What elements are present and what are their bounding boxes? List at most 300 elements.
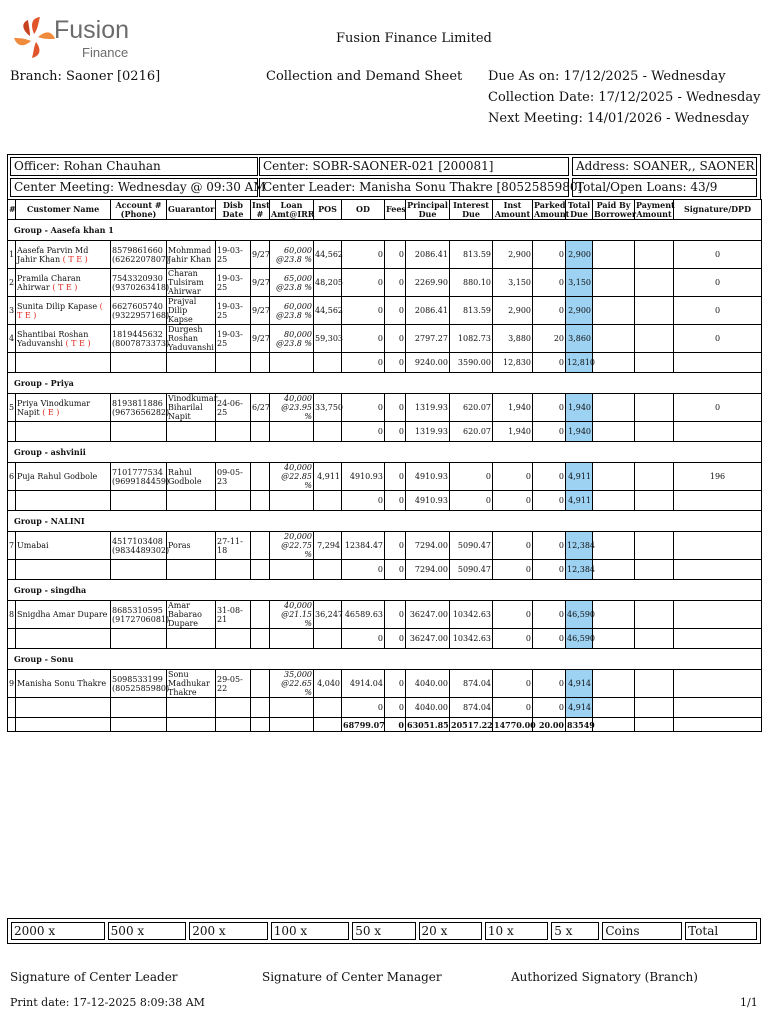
inst-number <box>251 532 270 560</box>
row-number: 5 <box>8 394 16 422</box>
total-due: 4,911 <box>566 463 593 491</box>
signature-dpd: 0 <box>674 269 762 297</box>
inst-amount: 3,880 <box>493 325 533 353</box>
total-open-loans-label: Total/Open Loans: 43/9 <box>572 178 757 197</box>
table-row <box>8 670 762 698</box>
inst-number: 9/27 <box>251 269 270 297</box>
inst-amount: 1,940 <box>493 394 533 422</box>
table-row <box>8 394 762 422</box>
paid-by-borrower-cell[interactable] <box>593 463 635 491</box>
interest-due: 880.10 <box>450 269 493 297</box>
denomination-cell[interactable]: 10 x <box>485 922 548 940</box>
account-cell <box>111 532 170 560</box>
paid-by-borrower-cell[interactable] <box>593 269 635 297</box>
empty-cell <box>251 560 270 580</box>
group-subtotal-row <box>8 353 762 373</box>
phone-number: (9172706081) <box>112 614 170 624</box>
od: 4910.93 <box>342 463 385 491</box>
subtotal-fees: 0 <box>385 353 406 373</box>
logo-subword: Finance <box>82 45 129 60</box>
logo-wordmark: Fusion <box>54 16 130 44</box>
account-cell <box>111 325 170 353</box>
parked-amount: 0 <box>533 297 566 325</box>
subtotal-total: 4,911 <box>566 491 593 511</box>
signature-dpd: 0 <box>674 241 762 269</box>
inst-number: 6/27 <box>251 394 270 422</box>
subtotal-instamt: 0 <box>493 491 533 511</box>
grand-total-parked: 20.00 <box>533 718 566 732</box>
print-date: Print date: 17-12-2025 8:09:38 AM <box>10 996 205 1009</box>
table-row <box>8 601 762 629</box>
fees: 0 <box>385 532 406 560</box>
fees: 0 <box>385 269 406 297</box>
empty-cell <box>8 560 16 580</box>
payment-amount-cell[interactable] <box>635 269 674 297</box>
paid-by-borrower-cell[interactable] <box>593 670 635 698</box>
group-subtotal-row <box>8 629 762 649</box>
empty-cell <box>111 560 167 580</box>
fees: 0 <box>385 297 406 325</box>
subtotal-od: 0 <box>342 353 385 373</box>
grand-total-od: 68799.07 <box>343 719 385 730</box>
column-header: # <box>8 200 16 220</box>
empty-cell <box>270 491 314 511</box>
subtotal-od: 0 <box>342 491 385 511</box>
table-row <box>8 532 762 560</box>
principal-due: 2797.27 <box>406 325 450 353</box>
subtotal-od: 0 <box>342 560 385 580</box>
subtotal-fees: 0 <box>385 422 406 442</box>
grand-total-fees: 0 <box>385 718 406 732</box>
empty-cell <box>251 422 270 442</box>
subtotal-fees: 0 <box>385 560 406 580</box>
customer-name-cell <box>16 670 111 698</box>
subtotal-total: 46,590 <box>566 629 593 649</box>
group-header-row <box>8 649 762 670</box>
subtotal-int: 0 <box>450 491 493 511</box>
grand-total-instamt: 14770.00 <box>494 719 536 730</box>
phone-number: (9370263418) <box>112 282 170 292</box>
customer-name: Aasefa Parvin Md Jahir Khan <box>17 245 89 264</box>
guarantor: Amar Babarao Dupare <box>167 601 216 629</box>
empty-cell <box>111 629 167 649</box>
fees: 0 <box>385 394 406 422</box>
table-row <box>8 241 762 269</box>
customer-name: Pramila Charan Ahirwar <box>17 273 81 292</box>
disb-date: 31-08-21 <box>216 601 251 629</box>
disb-date: 19-03-25 <box>216 269 251 297</box>
guarantor: Prajval Dilip Kapse <box>167 297 216 325</box>
empty-cell <box>635 698 674 718</box>
collection-date: Collection Date: 17/12/2025 - Wednesday <box>488 90 761 105</box>
empty-cell <box>8 422 16 442</box>
empty-cell <box>111 698 167 718</box>
payment-amount-cell[interactable] <box>635 394 674 422</box>
account-number: 7543320930 <box>112 273 163 283</box>
company-name: Fusion Finance Limited <box>336 31 492 46</box>
table-row <box>8 297 762 325</box>
denomination-cell[interactable]: 500 x <box>108 922 187 940</box>
guarantor: Poras <box>167 532 216 560</box>
column-header: Parked Amount <box>534 199 570 219</box>
denomination-cell[interactable]: Total <box>685 922 757 940</box>
empty-cell <box>8 629 16 649</box>
empty-cell <box>251 353 270 373</box>
principal-due: 36247.00 <box>406 601 450 629</box>
account-cell <box>111 297 170 325</box>
empty-cell <box>314 491 342 511</box>
empty-cell <box>635 629 674 649</box>
column-header: Interest Due <box>450 200 493 220</box>
empty-cell <box>270 698 314 718</box>
empty-cell <box>8 353 16 373</box>
empty-cell <box>16 718 111 732</box>
principal-due: 2269.90 <box>406 269 450 297</box>
payment-amount-cell[interactable] <box>635 670 674 698</box>
total-due: 2,900 <box>566 241 593 269</box>
denomination-cell[interactable]: 50 x <box>352 922 415 940</box>
column-header: Signature/DPD <box>674 200 762 220</box>
account-number: 8579861660 <box>112 245 163 255</box>
principal-due: 2086.41 <box>406 297 450 325</box>
loan-amount-cell <box>270 269 314 297</box>
interest-due: 874.04 <box>450 670 493 698</box>
loan-irr: @23.8 % <box>276 338 312 348</box>
pos: 36,247 <box>314 601 342 629</box>
denomination-cell[interactable]: Coins <box>602 922 682 940</box>
denomination-row <box>11 922 757 940</box>
empty-cell <box>8 718 16 732</box>
sheet-title: Collection and Demand Sheet <box>266 69 463 84</box>
empty-cell <box>216 698 251 718</box>
fees: 0 <box>385 670 406 698</box>
denomination-cell[interactable]: 5 x <box>551 922 599 940</box>
empty-cell <box>167 718 216 732</box>
row-number: 8 <box>8 601 16 629</box>
empty-cell <box>251 718 270 732</box>
customer-name-cell <box>16 394 111 422</box>
pos: 7,294 <box>314 532 342 560</box>
empty-cell <box>593 718 635 732</box>
column-header: Fees <box>385 200 406 220</box>
loan-tag: ( T E ) <box>62 254 88 264</box>
customer-name: Manisha Sonu Thakre <box>17 679 107 688</box>
center-leader-signature: Signature of Center Leader <box>10 970 178 984</box>
principal-due: 2086.41 <box>406 241 450 269</box>
pos: 48,205 <box>314 269 342 297</box>
inst-amount: 2,900 <box>493 297 533 325</box>
row-number: 2 <box>8 269 16 297</box>
payment-amount-cell[interactable] <box>635 241 674 269</box>
column-header: Customer Name <box>16 200 111 220</box>
loan-amount: 40,000 <box>284 601 312 610</box>
subtotal-prin: 9240.00 <box>406 353 450 373</box>
signature-dpd: 0 <box>674 325 762 353</box>
row-number: 3 <box>8 297 16 325</box>
table-row <box>8 269 762 297</box>
empty-cell <box>216 560 251 580</box>
subtotal-fees: 0 <box>385 491 406 511</box>
customer-name-cell <box>16 532 111 560</box>
account-number: 4517103408 <box>112 536 163 546</box>
phone-number: (8007873373) <box>112 338 170 348</box>
phone-number: (6262207807) <box>112 254 170 264</box>
inst-amount: 0 <box>493 601 533 629</box>
group-title: Group - ashvinii <box>8 442 762 463</box>
od: 0 <box>342 394 385 422</box>
loan-tag: ( T E ) <box>52 282 78 292</box>
denomination-table <box>7 918 761 944</box>
loan-amount-cell <box>270 601 314 629</box>
subtotal-parked: 0 <box>533 353 566 373</box>
inst-number <box>251 463 270 491</box>
column-header: Total Due <box>566 200 593 220</box>
interest-due: 0 <box>450 463 493 491</box>
empty-cell <box>270 560 314 580</box>
loan-irr: @23.8 % <box>276 282 312 292</box>
loan-amount-cell <box>270 241 314 269</box>
parked-amount: 0 <box>533 269 566 297</box>
principal-due: 4910.93 <box>406 463 450 491</box>
payment-amount-cell[interactable] <box>635 532 674 560</box>
interest-due: 5090.47 <box>450 532 493 560</box>
column-header: Inst # <box>252 199 270 219</box>
account-cell <box>111 394 170 422</box>
empty-cell <box>314 698 342 718</box>
branch-signatory: Authorized Signatory (Branch) <box>511 970 698 984</box>
customer-name-cell <box>16 269 111 297</box>
od: 12384.47 <box>342 532 385 560</box>
grand-total-int: 20517.22 <box>451 719 493 730</box>
empty-cell <box>216 629 251 649</box>
center-manager-signature: Signature of Center Manager <box>262 970 442 984</box>
subtotal-total: 12,384 <box>566 560 593 580</box>
paid-by-borrower-cell[interactable] <box>593 532 635 560</box>
group-header-row <box>8 580 762 601</box>
empty-cell <box>111 718 167 732</box>
subtotal-int: 620.07 <box>450 422 493 442</box>
parked-amount: 0 <box>533 670 566 698</box>
fusion-finance-logo <box>12 14 132 64</box>
subtotal-instamt: 0 <box>493 629 533 649</box>
subtotal-total: 4,914 <box>566 698 593 718</box>
row-number: 1 <box>8 241 16 269</box>
parked-amount: 20 <box>533 325 566 353</box>
grand-total-prin: 63051.85 <box>407 719 449 730</box>
paid-by-borrower-cell[interactable] <box>593 297 635 325</box>
empty-cell <box>216 491 251 511</box>
loan-tag: ( E ) <box>42 407 60 417</box>
total-due: 12,384 <box>566 532 593 560</box>
denomination-cell[interactable]: 100 x <box>271 922 350 940</box>
parked-amount: 0 <box>533 463 566 491</box>
row-number: 9 <box>8 670 16 698</box>
empty-cell <box>635 560 674 580</box>
empty-cell <box>167 422 216 442</box>
customer-name: Puja Rahul Godbole <box>17 472 98 481</box>
empty-cell <box>674 698 762 718</box>
guarantor: Charan Tulsiram Ahirwar <box>167 269 216 297</box>
empty-cell <box>635 422 674 442</box>
empty-cell <box>314 422 342 442</box>
phone-number: (8052585980) <box>112 683 170 693</box>
loan-amount: 40,000 <box>284 463 312 472</box>
empty-cell <box>270 718 314 732</box>
empty-cell <box>270 353 314 373</box>
grand-total-total: 83549 <box>567 719 595 730</box>
principal-due: 7294.00 <box>406 532 450 560</box>
loan-amount-cell <box>270 463 314 491</box>
subtotal-od: 0 <box>342 698 385 718</box>
loan-amount: 20,000 <box>284 532 312 541</box>
total-due: 3,860 <box>566 325 593 353</box>
account-number: 7101777534 <box>112 467 163 477</box>
loan-irr: @22.85 % <box>281 472 312 490</box>
empty-cell <box>251 698 270 718</box>
loan-amount: 60,000 <box>284 301 312 311</box>
group-header-row <box>8 511 762 532</box>
total-due: 1,940 <box>566 394 593 422</box>
inst-amount: 3,150 <box>493 269 533 297</box>
loan-irr: @23.95 % <box>281 403 312 421</box>
disb-date: 24-06-25 <box>216 394 251 422</box>
subtotal-prin: 36247.00 <box>406 629 450 649</box>
total-due: 46,590 <box>566 601 593 629</box>
empty-cell <box>674 422 762 442</box>
group-subtotal-row <box>8 560 762 580</box>
paid-by-borrower-cell[interactable] <box>593 241 635 269</box>
loan-amount: 40,000 <box>284 394 312 403</box>
column-header: Disb Date <box>216 200 251 220</box>
payment-amount-cell[interactable] <box>635 463 674 491</box>
empty-cell <box>251 629 270 649</box>
empty-cell <box>167 698 216 718</box>
loan-amount-cell <box>270 325 314 353</box>
group-title: Group - Aasefa khan 1 <box>8 220 762 241</box>
group-header-row <box>8 442 762 463</box>
group-subtotal-row <box>8 698 762 718</box>
payment-amount-cell[interactable] <box>635 297 674 325</box>
subtotal-int: 10342.63 <box>450 629 493 649</box>
pos: 44,562 <box>314 241 342 269</box>
empty-cell <box>593 698 635 718</box>
column-header: Principal Due <box>407 199 448 219</box>
guarantor: Sonu Madhukar Thakre <box>167 670 216 698</box>
subtotal-int: 874.04 <box>450 698 493 718</box>
payment-amount-cell[interactable] <box>635 601 674 629</box>
od: 0 <box>342 297 385 325</box>
loan-amount: 80,000 <box>284 329 312 339</box>
subtotal-parked: 0 <box>533 698 566 718</box>
total-due: 4,914 <box>566 670 593 698</box>
signature-dpd <box>674 601 762 629</box>
customer-name-cell <box>16 463 111 491</box>
subtotal-total: 1,940 <box>566 422 593 442</box>
paid-by-borrower-cell[interactable] <box>593 601 635 629</box>
empty-cell <box>593 422 635 442</box>
od: 4914.04 <box>342 670 385 698</box>
customer-name-cell <box>16 601 111 629</box>
customer-name-cell <box>16 297 111 325</box>
table-row <box>8 463 762 491</box>
inst-amount: 0 <box>493 463 533 491</box>
signature-dpd <box>674 532 762 560</box>
disb-date: 19-03-25 <box>216 297 251 325</box>
empty-cell <box>314 353 342 373</box>
table-header-row <box>8 200 762 220</box>
subtotal-fees: 0 <box>385 698 406 718</box>
paid-by-borrower-cell[interactable] <box>593 394 635 422</box>
subtotal-parked: 0 <box>533 560 566 580</box>
loan-amount-cell <box>270 394 314 422</box>
pos: 4,911 <box>314 463 342 491</box>
empty-cell <box>674 629 762 649</box>
subtotal-prin: 4040.00 <box>406 698 450 718</box>
subtotal-instamt: 0 <box>493 698 533 718</box>
loan-amount-cell <box>270 670 314 698</box>
due-date: Due As on: 17/12/2025 - Wednesday <box>488 69 726 84</box>
grand-total-row <box>8 718 762 732</box>
pos: 59,303 <box>314 325 342 353</box>
inst-amount: 0 <box>493 670 533 698</box>
empty-cell <box>593 560 635 580</box>
denomination-cell[interactable]: 200 x <box>189 922 268 940</box>
empty-cell <box>635 491 674 511</box>
empty-cell <box>16 560 111 580</box>
group-title: Group - Sonu <box>8 649 762 670</box>
interest-due: 10342.63 <box>450 601 493 629</box>
interest-due: 813.59 <box>450 297 493 325</box>
customer-name-cell <box>16 241 111 269</box>
group-subtotal-row <box>8 422 762 442</box>
payment-amount-cell[interactable] <box>635 325 674 353</box>
denomination-cell[interactable]: 2000 x <box>11 922 105 940</box>
parked-amount: 0 <box>533 394 566 422</box>
account-cell <box>111 241 170 269</box>
empty-cell <box>16 353 111 373</box>
denomination-cell[interactable]: 20 x <box>419 922 482 940</box>
account-number: 5098533199 <box>112 674 163 684</box>
total-due: 2,900 <box>566 297 593 325</box>
od: 0 <box>342 325 385 353</box>
loan-irr: @22.75 % <box>281 541 312 559</box>
guarantor: Rahul Godbole <box>167 463 216 491</box>
od: 0 <box>342 269 385 297</box>
empty-cell <box>111 422 167 442</box>
address-label: Address: SOANER,, SAONER <box>572 157 757 176</box>
inst-number: 9/27 <box>251 325 270 353</box>
empty-cell <box>270 629 314 649</box>
account-number: 8193811886 <box>112 398 163 408</box>
group-title: Group - NALINI <box>8 511 762 532</box>
empty-cell <box>593 353 635 373</box>
group-title: Group - singdha <box>8 580 762 601</box>
empty-cell <box>16 629 111 649</box>
subtotal-od: 0 <box>342 629 385 649</box>
empty-cell <box>635 353 674 373</box>
parked-amount: 0 <box>533 532 566 560</box>
customer-name: Umabai <box>17 541 49 550</box>
principal-due: 4040.00 <box>406 670 450 698</box>
officer-label: Officer: Rohan Chauhan <box>10 157 258 176</box>
empty-cell <box>111 353 167 373</box>
account-cell <box>111 269 170 297</box>
paid-by-borrower-cell[interactable] <box>593 325 635 353</box>
phone-number: (9673656282) <box>112 407 170 417</box>
interest-due: 1082.73 <box>450 325 493 353</box>
inst-number <box>251 601 270 629</box>
disb-date: 09-05-23 <box>216 463 251 491</box>
